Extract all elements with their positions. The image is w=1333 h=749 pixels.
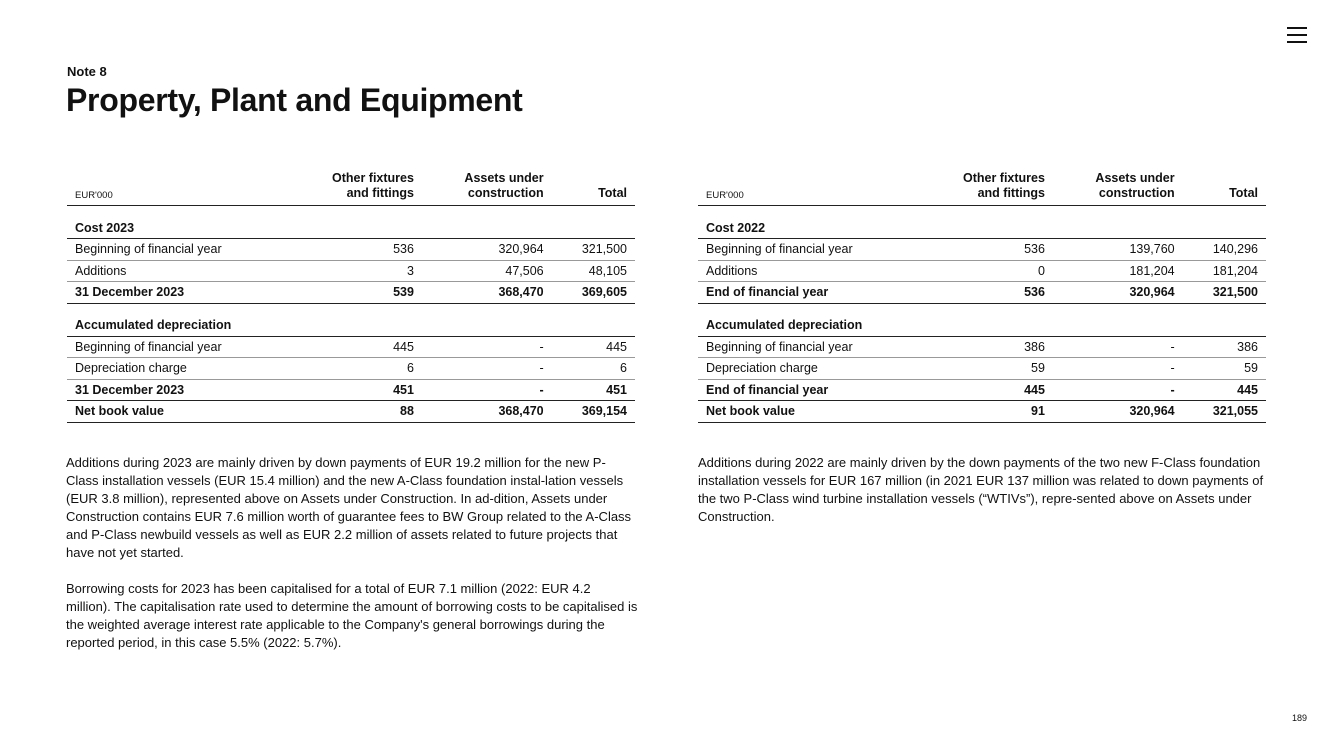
table-header-row	[698, 166, 1266, 206]
col-header-construction: Assets under construction	[1053, 166, 1183, 206]
hamburger-menu-icon[interactable]	[1287, 26, 1307, 44]
page-number: 189	[1291, 713, 1307, 723]
table-row: Beginning of financial year 386 - 386	[698, 336, 1266, 358]
ppe-table-2022	[698, 166, 1266, 423]
subtotal-row: 31 December 2023 539 368,470 369,605	[67, 282, 635, 304]
menu-bar	[1287, 34, 1307, 36]
menu-bar	[1287, 27, 1307, 29]
section-heading-cost: Cost 2023	[67, 206, 635, 239]
subtotal-row: End of financial year 445 - 445	[698, 379, 1266, 401]
menu-bar	[1287, 41, 1307, 43]
col-header-construction: Assets under construction	[422, 166, 552, 206]
table-row: Beginning of financial year 536 139,760 140,296	[698, 239, 1266, 261]
subtotal-row: 31 December 2023 451 - 451	[67, 379, 635, 401]
col-header-fixtures: Other fixtures and fittings	[920, 166, 1053, 206]
paragraph-additions-2022: Additions during 2022 are mainly driven by the down payments of the two new F-Class foundation installation vessels for EUR 167 million (in 2021 EUR 137 million was related to down payments of the two P-Class wind turbine installation vessels (“WTIVs”), repre-sented above on Assets under Construction.	[698, 455, 1264, 524]
table-row: Depreciation charge 59 - 59	[698, 358, 1266, 380]
note-label: Note 8	[67, 64, 107, 79]
ppe-table-2023	[67, 166, 635, 423]
table-row: Additions 3 47,506 48,105	[67, 260, 635, 282]
paragraph-additions-2023: Additions during 2023 are mainly driven by down payments of EUR 19.2 million for the new P-Class installation vessels (EUR 15.4 million) and the new A-Class foundation instal-lation vessels (EUR 3.8 million), represented above on Assets under Construction. In ad-dition, Assets under Construction contains EUR 7.6 million worth of guarantee fees to BW Group related to the A-Class and P-Class newbuild vessels as well as EUR 2.2 million of assets related to future projects that have not yet started.	[66, 455, 632, 560]
section-heading-depreciation: Accumulated depreciation	[698, 303, 1266, 336]
table-row: Beginning of financial year 536 320,964 321,500	[67, 239, 635, 261]
section-heading-cost: Cost 2022	[698, 206, 1266, 239]
page-title: Property, Plant and Equipment	[66, 82, 523, 118]
col-header-total: Total	[552, 166, 635, 206]
table-row: Depreciation charge 6 - 6	[67, 358, 635, 380]
subtotal-row: End of financial year 536 320,964 321,500	[698, 282, 1266, 304]
col-header-fixtures: Other fixtures and fittings	[289, 166, 422, 206]
table-row: Additions 0 181,204 181,204	[698, 260, 1266, 282]
net-book-value-row: Net book value 88 368,470 369,154	[67, 401, 635, 423]
net-book-value-row: Net book value 91 320,964 321,055	[698, 401, 1266, 423]
table-row: Beginning of financial year 445 - 445	[67, 336, 635, 358]
paragraph-borrowing-costs: Borrowing costs for 2023 has been capitalised for a total of EUR 7.1 million (2022: EUR 4.2 million). The capitalisation rate used to determine the amount of borrowing costs to be capitalised is the weighted average interest rate applicable to the Company's general borrowings during the reported period, in this case 5.5% (2022: 5.7%).	[66, 581, 638, 650]
unit-label: EUR'000	[67, 166, 289, 206]
col-header-total: Total	[1183, 166, 1266, 206]
table-header-row	[67, 166, 635, 206]
unit-label: EUR'000	[698, 166, 920, 206]
section-heading-depreciation: Accumulated depreciation	[67, 303, 635, 336]
